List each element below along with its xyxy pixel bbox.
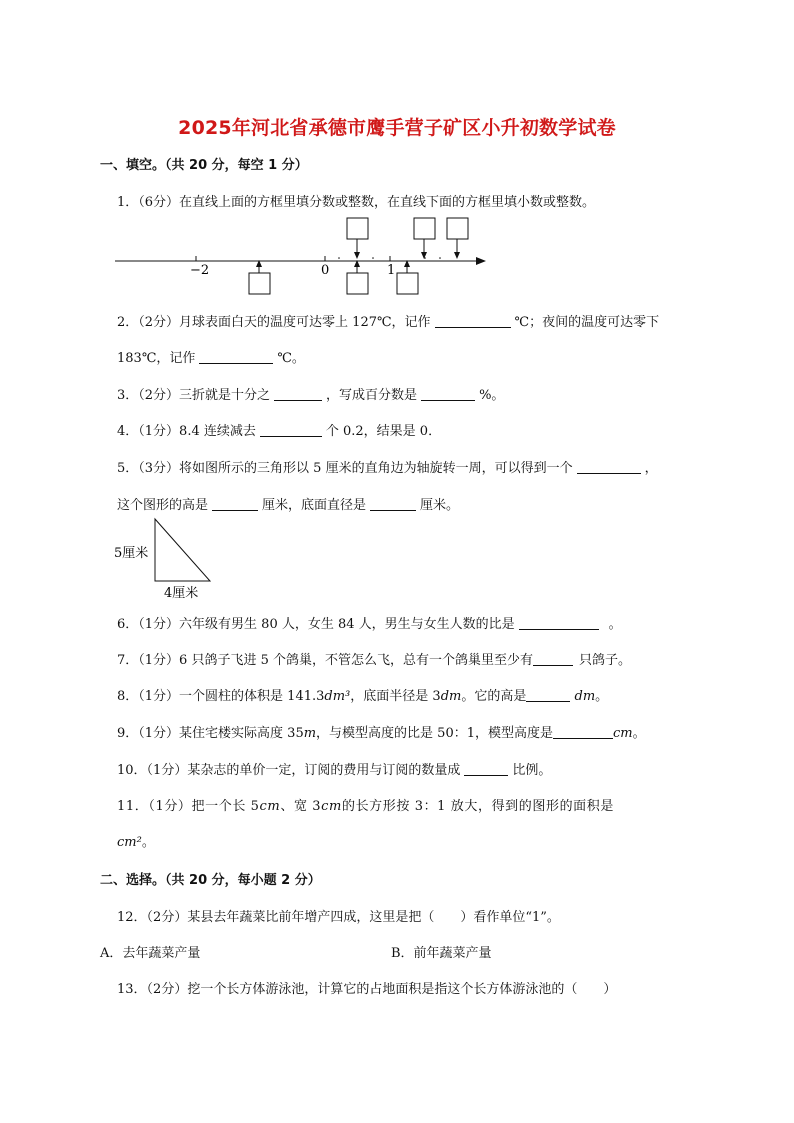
question-11-continued: cm²。 <box>117 835 155 850</box>
question-13: 13．（2分）挖一个长方体游泳池，计算它的占地面积是指这个长方体游泳池的（ ） <box>117 982 617 997</box>
triangle-base-label: 4厘米 <box>164 586 199 601</box>
question-2-continued: 183℃，记作 ℃。 <box>117 351 305 366</box>
question-5: 5．（3分）将如图所示的三角形以 5 厘米的直角边为轴旋转一周，可以得到一个 ， <box>117 461 658 476</box>
answer-box-bottom-1 <box>249 273 270 294</box>
answer-blank[interactable] <box>464 763 508 776</box>
answer-blank[interactable] <box>533 653 573 666</box>
question-4: 4．（1分）8.4 连续减去 个 0.2，结果是 0． <box>117 424 442 439</box>
question-6: 6．（1分）六年级有男生 80 人，女生 84 人，男生与女生人数的比是 。 <box>117 617 622 632</box>
section-fill-blank-heading: 一、填空。（共 20 分，每空 1 分） <box>100 158 308 173</box>
answer-blank[interactable] <box>553 726 613 739</box>
question-5-continued: 这个图形的高是 厘米，底面直径是 厘米。 <box>117 498 460 513</box>
question-8: 8．（1分）一个圆柱的体积是 141.3dm³，底面半径是 3dm。它的高是 dm。 <box>117 689 609 704</box>
number-line-figure <box>110 212 500 302</box>
number-line-arrow-head <box>476 257 486 265</box>
answer-blank[interactable] <box>526 689 570 702</box>
number-line-label-1: 1 <box>387 263 396 278</box>
answer-blank[interactable] <box>435 315 511 328</box>
answer-box-bottom-2 <box>347 273 368 294</box>
answer-blank[interactable] <box>577 461 641 474</box>
section-choice-heading: 二、选择。（共 20 分，每小题 2 分） <box>100 873 321 888</box>
answer-blank[interactable] <box>199 351 273 364</box>
question-12-option-b[interactable]: B．前年蔬菜产量 <box>391 946 492 961</box>
answer-blank[interactable] <box>519 617 599 630</box>
question-10: 10．（1分）某杂志的单价一定，订阅的费用与订阅的数量成 比例。 <box>117 763 552 778</box>
question-2: 2．（2分）月球表面白天的温度可达零上 127℃，记作 ℃；夜间的温度可达零下 <box>117 315 660 330</box>
answer-box-bottom-3 <box>397 273 418 294</box>
answer-box-top-1 <box>347 218 368 239</box>
question-7: 7．（1分）6 只鸽子飞进 5 个鸽巢，不管怎么飞，总有一个鸽巢里至少有 只鸽子。 <box>117 653 631 668</box>
question-9: 9．（1分）某住宅楼实际高度 35m，与模型高度的比是 50：1，模型高度是 cm。 <box>117 726 646 741</box>
question-11: 11．（1分）把一个长 5cm、宽 3cm的长方形按 3：1 放大，得到的图形的面积是 <box>117 799 614 814</box>
triangle-side-label: 5厘米 <box>114 546 149 561</box>
exam-title: 2025年河北省承德市鹰手营子矿区小升初数学试卷 <box>178 117 616 139</box>
answer-box-top-2 <box>414 218 435 239</box>
answer-blank[interactable] <box>212 498 258 511</box>
answer-blank[interactable] <box>421 388 475 401</box>
question-12: 12．（2分）某县去年蔬菜比前年增产四成，这里是把（ ）看作单位“1”。 <box>117 910 560 925</box>
answer-blank[interactable] <box>260 424 322 437</box>
number-line-label-neg2: −2 <box>190 263 210 278</box>
right-triangle-figure <box>110 515 230 605</box>
right-triangle <box>155 519 210 581</box>
question-12-option-a[interactable]: A．去年蔬菜产量 <box>100 946 201 961</box>
number-line-label-0: 0 <box>321 263 330 278</box>
answer-blank[interactable] <box>370 498 416 511</box>
answer-box-top-3 <box>447 218 468 239</box>
answer-blank[interactable] <box>274 388 322 401</box>
question-3: 3．（2分）三折就是十分之 ，写成百分数是 %。 <box>117 388 505 403</box>
question-1: 1．（6分）在直线上面的方框里填分数或整数，在直线下面的方框里填小数或整数。 <box>117 195 596 210</box>
